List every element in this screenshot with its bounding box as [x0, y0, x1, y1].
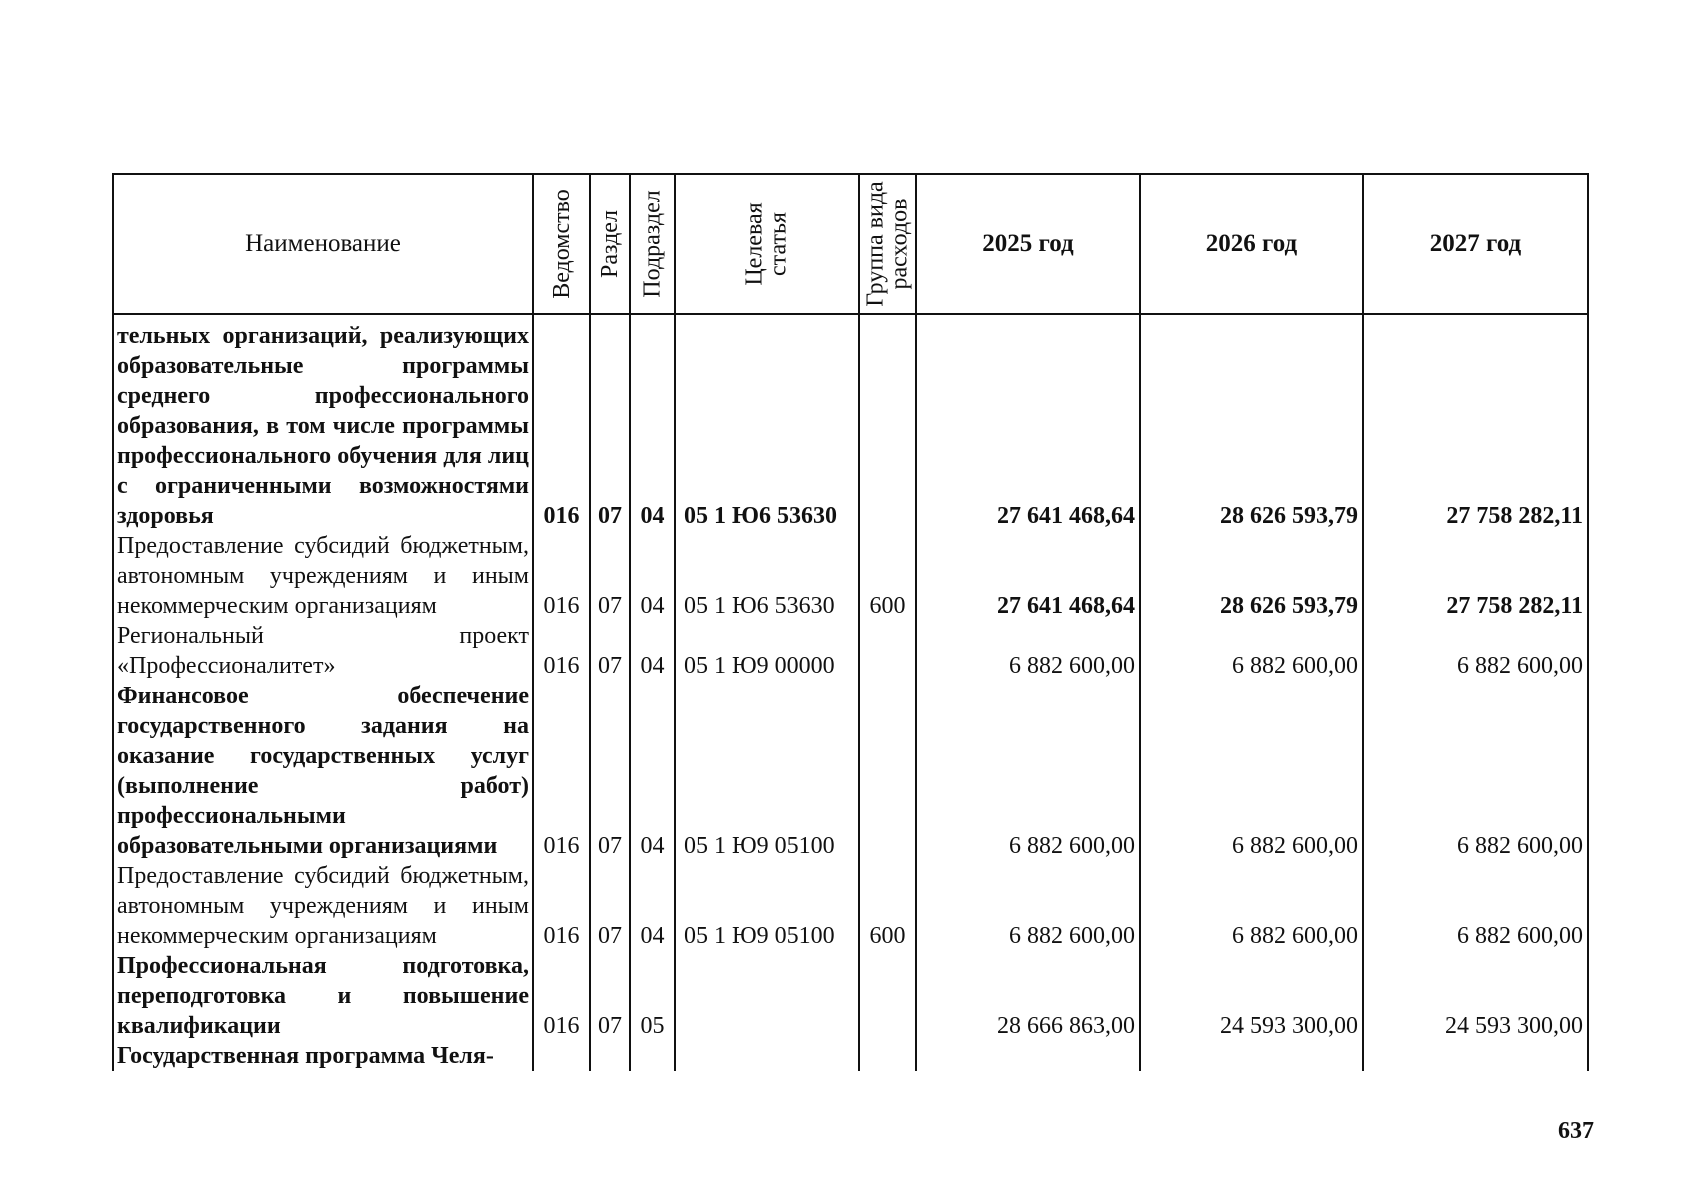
header-expense-group — [859, 174, 916, 314]
budget-table — [112, 173, 1589, 1071]
row-target — [675, 951, 859, 1041]
row-2027: 27 758 282,11 — [1363, 531, 1588, 621]
row-department: 016 — [533, 621, 590, 681]
row-2027: 6 882 600,00 — [1363, 861, 1588, 951]
header-expense-group-line2: расходов — [886, 198, 913, 290]
header-department — [533, 174, 590, 314]
row-subsection: 04 — [630, 621, 675, 681]
row-target: 05 1 Ю9 05100 — [675, 861, 859, 951]
row-target — [675, 1041, 859, 1071]
row-group: 600 — [859, 531, 916, 621]
row-2026: 28 626 593,79 — [1140, 531, 1363, 621]
row-2025 — [916, 1041, 1140, 1071]
header-expense-group-label — [864, 181, 912, 306]
row-department: 016 — [533, 531, 590, 621]
header-target-label — [743, 202, 791, 285]
row-name: Предоставление субсидий бюджетным, автономным учреждениям и иным некоммерческим организациям — [113, 531, 533, 621]
row-name: Финансовое обеспечение государственного задания на оказание государственных услуг (выполнение работ) профессиональными образовательными организациями — [113, 681, 533, 861]
row-section — [590, 1041, 630, 1071]
row-section: 07 — [590, 314, 630, 531]
row-name: Государственная программа Челя- — [113, 1041, 533, 1071]
row-section: 07 — [590, 621, 630, 681]
row-2026: 6 882 600,00 — [1140, 621, 1363, 681]
header-section — [590, 174, 630, 314]
table-row — [113, 531, 1588, 621]
row-department: 016 — [533, 681, 590, 861]
header-target-line2: статья — [765, 212, 792, 276]
row-name: Региональный проект «Профессионалитет» — [113, 621, 533, 681]
row-department: 016 — [533, 951, 590, 1041]
row-group: 600 — [859, 861, 916, 951]
header-name: Наименование — [113, 174, 533, 314]
row-subsection: 04 — [630, 314, 675, 531]
row-2027 — [1363, 1041, 1588, 1071]
table-row — [113, 861, 1588, 951]
row-2026: 6 882 600,00 — [1140, 681, 1363, 861]
header-2027: 2027 год — [1363, 174, 1588, 314]
row-target: 05 1 Ю9 00000 — [675, 621, 859, 681]
row-subsection: 04 — [630, 531, 675, 621]
row-group — [859, 314, 916, 531]
header-subsection-label: Подраздел — [639, 190, 666, 298]
row-2027: 6 882 600,00 — [1363, 621, 1588, 681]
row-target: 05 1 Ю6 53630 — [675, 531, 859, 621]
row-name: Предоставление субсидий бюджетным, автономным учреждениям и иным некоммерческим организациям — [113, 861, 533, 951]
row-target: 05 1 Ю6 53630 — [675, 314, 859, 531]
row-section: 07 — [590, 861, 630, 951]
row-2025: 6 882 600,00 — [916, 681, 1140, 861]
row-subsection — [630, 1041, 675, 1071]
row-group — [859, 681, 916, 861]
table-row — [113, 681, 1588, 861]
table-row — [113, 314, 1588, 531]
row-subsection: 04 — [630, 861, 675, 951]
row-2027: 27 758 282,11 — [1363, 314, 1588, 531]
table-body — [113, 314, 1588, 1071]
row-department: 016 — [533, 314, 590, 531]
header-section-label: Раздел — [597, 210, 624, 278]
row-name: тельных организаций, реализующих образовательные программы среднего профессионального образования, в том числе программы профессионального обучения для лиц с ограниченными возможностями здоровья — [113, 314, 533, 531]
page-number: 637 — [1558, 1118, 1594, 1144]
row-section: 07 — [590, 951, 630, 1041]
header-expense-group-line1: Группа вида — [862, 181, 889, 307]
row-2027: 6 882 600,00 — [1363, 681, 1588, 861]
row-2026: 24 593 300,00 — [1140, 951, 1363, 1041]
header-target — [675, 174, 859, 314]
row-subsection: 05 — [630, 951, 675, 1041]
row-subsection: 04 — [630, 681, 675, 861]
row-group — [859, 621, 916, 681]
row-2025: 27 641 468,64 — [916, 314, 1140, 531]
table-row — [113, 951, 1588, 1041]
row-2025: 28 666 863,00 — [916, 951, 1140, 1041]
row-group — [859, 1041, 916, 1071]
row-group — [859, 951, 916, 1041]
table-row — [113, 621, 1588, 681]
header-department-label: Ведомство — [548, 189, 575, 299]
row-name: Профессиональная подготовка, переподготовка и повышение квалификации — [113, 951, 533, 1041]
row-2025: 6 882 600,00 — [916, 861, 1140, 951]
header-target-line1: Целевая — [741, 202, 768, 286]
row-target: 05 1 Ю9 05100 — [675, 681, 859, 861]
row-2027: 24 593 300,00 — [1363, 951, 1588, 1041]
row-2026: 6 882 600,00 — [1140, 861, 1363, 951]
table-row — [113, 1041, 1588, 1071]
row-2026 — [1140, 1041, 1363, 1071]
row-2025: 27 641 468,64 — [916, 531, 1140, 621]
row-2026: 28 626 593,79 — [1140, 314, 1363, 531]
header-2025: 2025 год — [916, 174, 1140, 314]
row-section: 07 — [590, 681, 630, 861]
row-2025: 6 882 600,00 — [916, 621, 1140, 681]
table-header — [113, 174, 1588, 314]
header-subsection — [630, 174, 675, 314]
row-section: 07 — [590, 531, 630, 621]
row-department — [533, 1041, 590, 1071]
header-2026: 2026 год — [1140, 174, 1363, 314]
row-department: 016 — [533, 861, 590, 951]
